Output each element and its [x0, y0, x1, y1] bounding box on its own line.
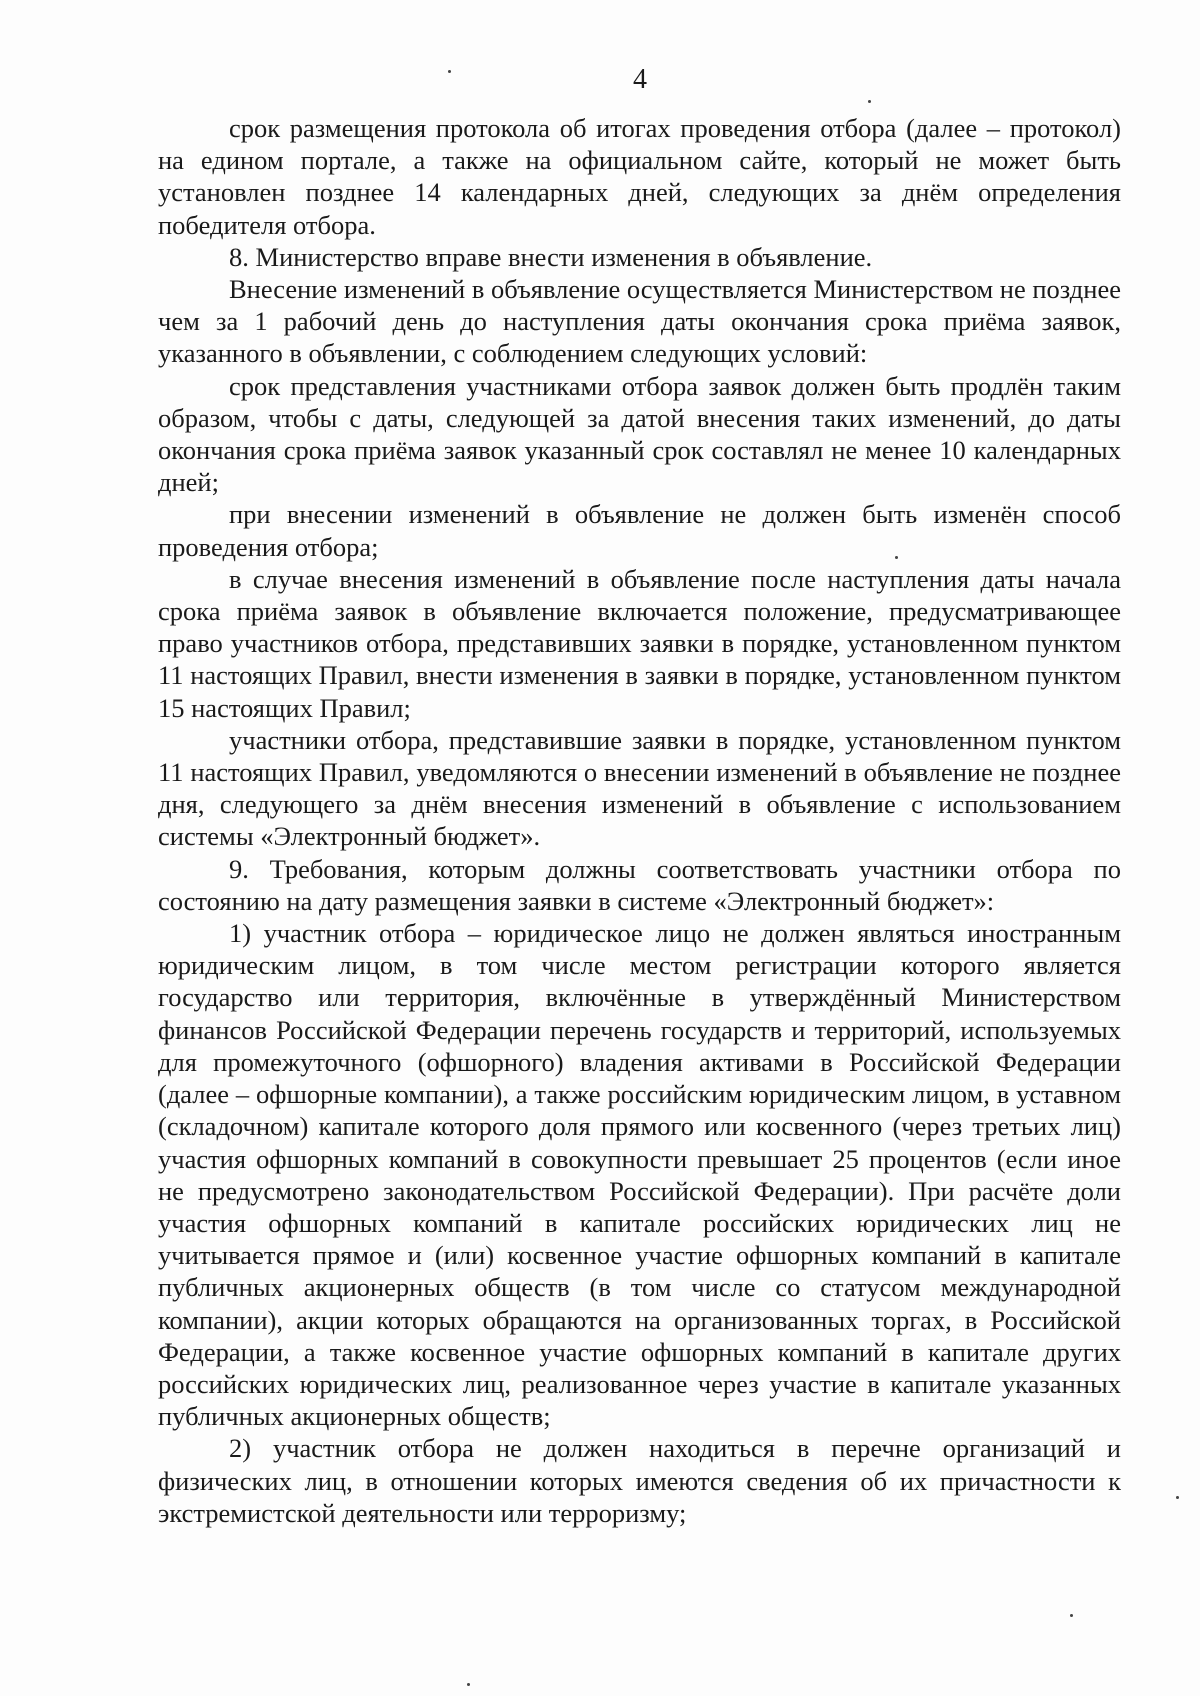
paragraph-requirement-2: 2) участник отбора не должен находиться в перечне организаций и физических лиц, в отношении которых имеются сведения об их причастности к экстремистской деятельности или терроризму;	[158, 1433, 1121, 1528]
scan-speck	[868, 100, 871, 103]
paragraph-requirement-1: 1) участник отбора – юридическое лицо не должен являться иностранным юридическим лицом, в том числе местом регистрации которого является государство или территория, включённые в утверждённый Министерством финансов Российской Федерации перечень государств и территорий, используемых для промежуточного (офшорного) владения активами в Российской Федерации (далее – офшорные компании), а также российским юридическим лицом, в уставном (складочном) капитале которого доля прямого или косвенного (через третьих лиц) участия офшорных компаний в совокупности превышает 25 процентов (если иное не предусмотрено законодательством Российской Федерации). При расчёте доли участия офшорных компаний в капитале российских юридических лиц не учитывается прямое и (или) косвенное участие офшорных компаний в капитале публичных акционерных обществ (в том числе со статусом международной компании), акции которых обращаются на организованных торгах, в Российской Федерации, а также косвенное участие офшорных компаний в капитале других российских юридических лиц, реализованное через участие в капитале указанных публичных акционерных обществ;	[158, 918, 1121, 1432]
paragraph-condition-amendment-right: в случае внесения изменений в объявление после наступления даты начала срока приёма заявок в объявление включается положение, предусматривающее право участников отбора, представивших заявки в порядке, установленном пунктом 11 настоящих Правил, внести изменения в заявки в порядке, установленном пунктом 15 настоящих Правил;	[158, 563, 1121, 723]
scan-speck	[1176, 1496, 1179, 1499]
scan-speck	[448, 70, 451, 73]
paragraph-condition-extension: срок представления участниками отбора заявок должен быть продлён таким образом, чтобы с даты, следующей за датой внесения таких изменений, до даты окончания срока приёма заявок указанный срок составлял не менее 10 календарных дней;	[158, 370, 1121, 498]
paragraph-condition-method: при внесении изменений в объявление не должен быть изменён способ проведения отбора;	[158, 499, 1121, 562]
paragraph-item-9: 9. Требования, которым должны соответствовать участники отбора по состоянию на дату размещения заявки в системе «Электронный бюджет»:	[158, 853, 1121, 916]
page-number: 4	[633, 64, 647, 95]
paragraph-changes-procedure: Внесение изменений в объявление осуществляется Министерством не позднее чем за 1 рабочий день до наступления даты окончания срока приёма заявок, указанного в объявлении, с соблюдением следующих условий:	[158, 274, 1121, 369]
document-body	[158, 112, 1121, 1529]
paragraph-item-8: 8. Министерство вправе внести изменения в объявление.	[229, 241, 873, 272]
scan-speck	[1070, 1614, 1073, 1617]
paragraph-protocol-deadline: срок размещения протокола об итогах проведения отбора (далее – протокол) на едином портале, а также на официальном сайте, который не может быть установлен позднее 14 календарных дней, следующих за днём определения победителя отбора.	[158, 113, 1121, 240]
scan-speck	[895, 556, 898, 559]
scan-speck	[467, 1683, 470, 1686]
paragraph-condition-notification: участники отбора, представившие заявки в порядке, установленном пунктом 11 настоящих Правил, уведомляются о внесении изменений в объявление не позднее дня, следующего за днём внесения изменений в объявление с использованием системы «Электронный бюджет».	[158, 724, 1121, 852]
